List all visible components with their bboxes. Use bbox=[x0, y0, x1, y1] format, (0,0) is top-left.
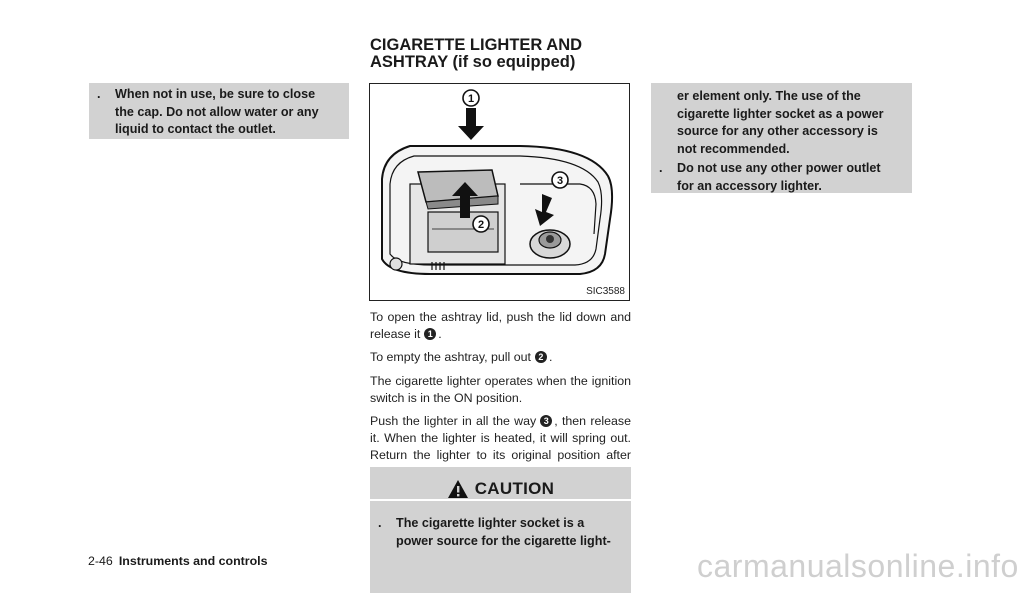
callout-1 bbox=[463, 90, 479, 106]
footer-section-title: Instruments and controls bbox=[118, 554, 268, 568]
arrow-1 bbox=[458, 108, 484, 140]
svg-text:1: 1 bbox=[467, 93, 475, 105]
left-bullet bbox=[93, 86, 348, 139]
paragraph-text: To open the ashtray lid, push the lid down and release it bbox=[370, 310, 631, 342]
caution-title: CAUTION bbox=[474, 479, 555, 498]
caution-bullet bbox=[374, 515, 626, 550]
right-bullet-line: for an accessory lighter. bbox=[677, 178, 822, 193]
bullet-marker: . bbox=[97, 87, 101, 101]
svg-text:3: 3 bbox=[556, 175, 564, 187]
caution-bullet-line: power source for the cigarette light- bbox=[396, 533, 611, 548]
watermark: carmanualsonline.info bbox=[697, 548, 1019, 584]
warning-triangle-icon bbox=[447, 479, 469, 499]
paragraph-text: To empty the ashtray, pull out bbox=[370, 350, 531, 365]
paragraph-text: . bbox=[438, 327, 442, 342]
paragraph-text: Push the lighter in all the way bbox=[370, 414, 537, 429]
ashtray-illustration bbox=[370, 84, 629, 300]
left-bullet-line: When not in use, be sure to close bbox=[115, 87, 316, 101]
paragraph bbox=[370, 309, 631, 343]
figure-code: SIC3588 bbox=[586, 286, 625, 297]
paragraph-text: . bbox=[548, 350, 553, 365]
caution-bullet-line: The cigarette lighter socket is a bbox=[396, 516, 585, 530]
page-footer bbox=[88, 554, 268, 568]
callout-2-inline: 2 bbox=[535, 351, 547, 363]
figure-frame bbox=[369, 83, 630, 301]
left-bullet-line: the cap. Do not allow water or any bbox=[115, 104, 319, 119]
continuation-line: not recommended. bbox=[677, 141, 790, 156]
section-heading bbox=[370, 37, 582, 71]
callout-1-inline: 1 bbox=[424, 328, 436, 340]
callout-3 bbox=[552, 172, 568, 188]
continuation-line: source for any other accessory is bbox=[677, 124, 878, 138]
right-continuation bbox=[655, 88, 909, 195]
caution-box bbox=[370, 467, 631, 593]
svg-text:2: 2 bbox=[477, 219, 485, 231]
continuation-line: cigarette lighter socket as a power bbox=[677, 106, 884, 121]
caution-divider bbox=[370, 499, 631, 501]
left-bullet-line: liquid to contact the outlet. bbox=[115, 122, 276, 136]
right-bullet-line: Do not use any other power outlet bbox=[677, 161, 881, 175]
bullet-marker: . bbox=[659, 161, 663, 175]
paragraph-text: The cigarette lighter operates when the ignition switch is in the ON position. bbox=[370, 373, 631, 405]
section-heading-line1: CIGARETTE LIGHTER AND bbox=[370, 36, 583, 54]
section-heading-line2: ASHTRAY (if so equipped) bbox=[370, 53, 576, 71]
paragraph-text: , then release it. When the lighter is heated, it will spring out. Return the lighter to its original position after bbox=[370, 414, 631, 463]
paragraph bbox=[370, 349, 631, 366]
page-number: 2-46 bbox=[88, 554, 113, 568]
body-text bbox=[370, 309, 631, 488]
bullet-marker: . bbox=[378, 516, 382, 530]
paragraph bbox=[370, 373, 631, 407]
callout-2 bbox=[473, 216, 489, 232]
callout-3-inline: 3 bbox=[540, 415, 552, 427]
continuation-line: er element only. The use of the bbox=[677, 89, 861, 103]
